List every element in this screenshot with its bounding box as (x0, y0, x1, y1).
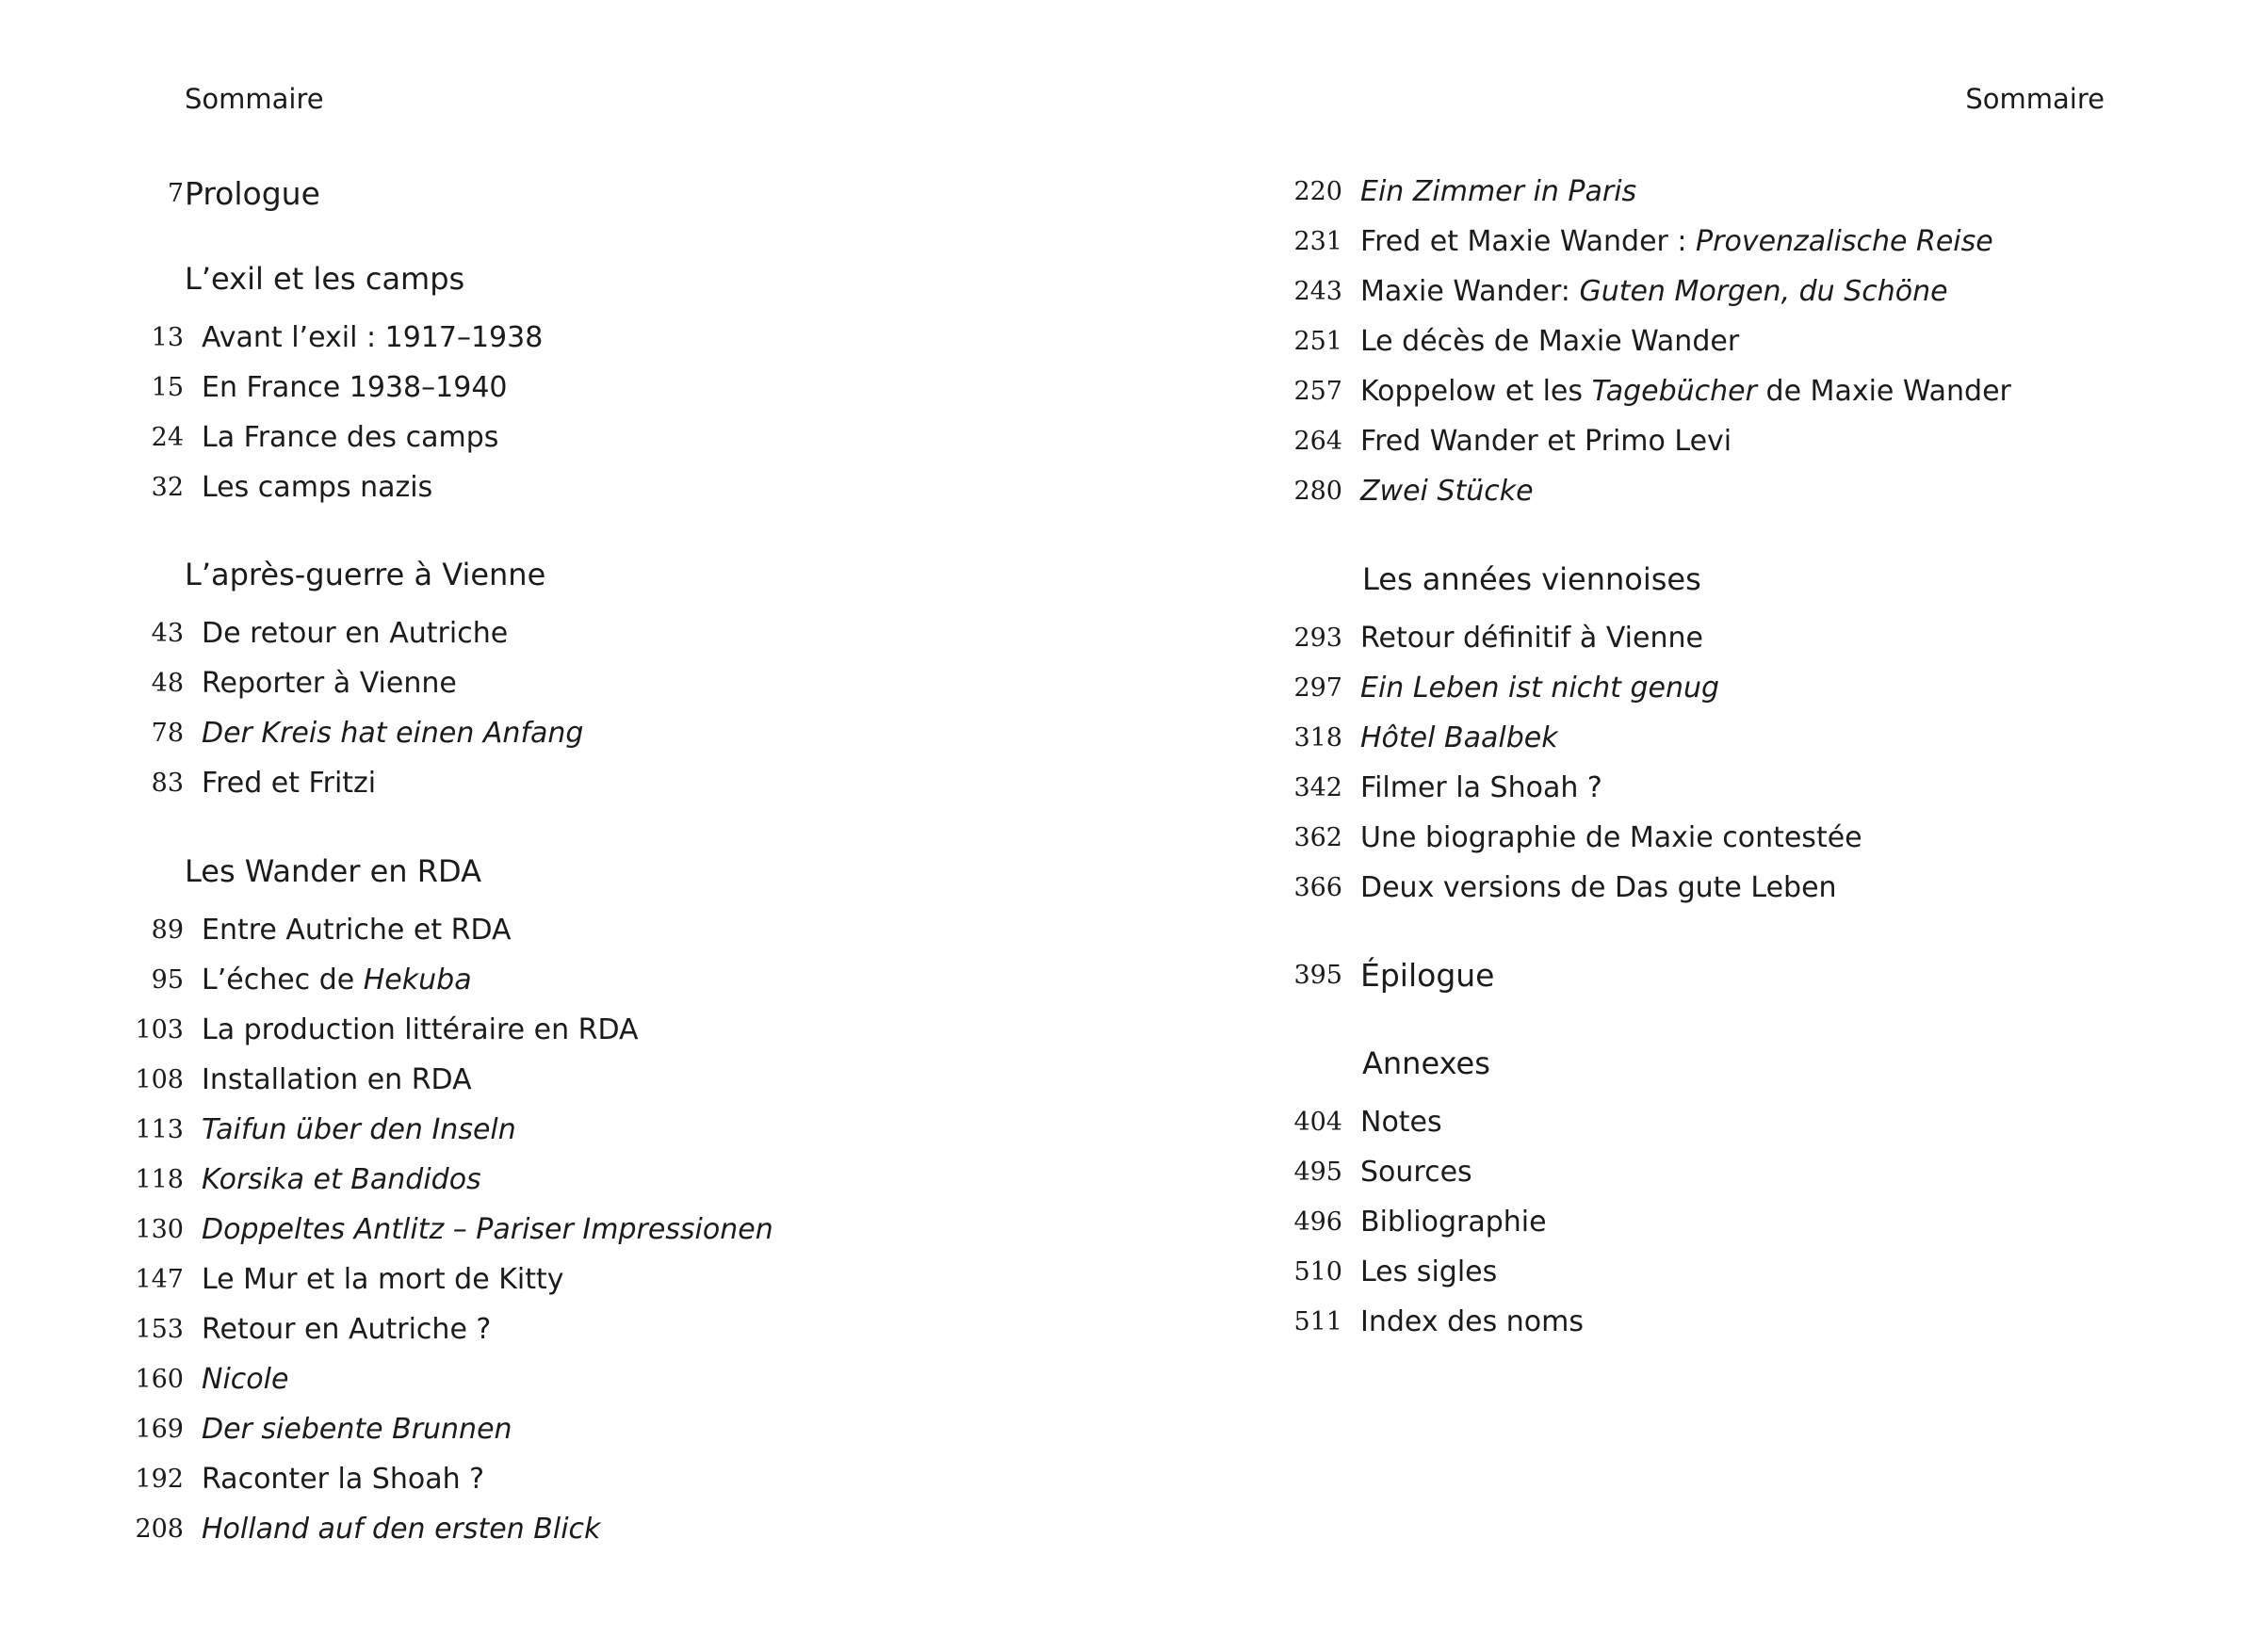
section-title: L’exil et les camps (185, 261, 465, 297)
page-number: 208 (135, 1514, 184, 1544)
entry-title-plain: L’échec de (202, 964, 364, 996)
entry-title: Deux versions de Das gute Leben (1360, 871, 1837, 904)
toc-entry[interactable] (0, 1451, 942, 1508)
page-number: 83 (151, 769, 184, 798)
page-number: 169 (135, 1415, 184, 1444)
section-title: Les Wander en RDA (185, 853, 481, 889)
toc-entry[interactable] (1168, 760, 2110, 817)
toc-entry[interactable] (1168, 810, 2110, 866)
section-title: L’après-guerre à Vienne (185, 557, 546, 592)
entry-title-plain: Koppelow et les (1360, 375, 1592, 408)
entry-title (1360, 214, 1993, 270)
toc-entry[interactable] (1168, 164, 2110, 220)
entry-title: Holland auf den ersten Blick (202, 1513, 601, 1546)
page-header-left: Sommaire (185, 83, 324, 115)
toc-entry[interactable] (1168, 610, 2110, 667)
page-number: 7 (167, 179, 184, 208)
entry-title: Retour définitif à Vienne (1360, 622, 1703, 655)
entry-title: Entre Autriche et RDA (202, 914, 512, 947)
page-number: 153 (135, 1315, 184, 1344)
toc-entry[interactable] (0, 902, 942, 959)
toc-entry[interactable] (0, 952, 942, 1009)
page-number: 147 (135, 1265, 184, 1294)
entry-title: Raconter la Shoah ? (202, 1463, 485, 1496)
toc-entry[interactable] (1168, 264, 2110, 320)
page-number: 24 (151, 423, 184, 452)
page-number: 297 (1293, 673, 1342, 703)
toc-entry[interactable] (1168, 364, 2110, 420)
toc-entry[interactable] (0, 656, 942, 712)
toc-entry[interactable] (0, 1052, 942, 1109)
entry-title: Der siebente Brunnen (202, 1413, 512, 1446)
entry-title: Korsika et Bandidos (202, 1163, 481, 1196)
entry-title (202, 952, 472, 1009)
page-number: 43 (151, 619, 184, 648)
entry-title-italic: Provenzalische Reise (1696, 225, 1993, 258)
toc-entry[interactable] (0, 606, 942, 662)
entry-title: Sources (1360, 1156, 1472, 1189)
page-number: 113 (135, 1115, 184, 1144)
toc-entry[interactable] (0, 755, 942, 812)
toc-entry[interactable] (0, 410, 942, 466)
entry-title: Reporter à Vienne (202, 667, 457, 700)
section-title: Les années viennoises (1362, 561, 1701, 597)
entry-title: Filmer la Shoah ? (1360, 771, 1602, 804)
page-number: 192 (135, 1465, 184, 1494)
page-number: 280 (1293, 477, 1342, 506)
toc-entry[interactable] (1168, 214, 2110, 270)
entry-title-plain: Fred et Maxie Wander : (1360, 225, 1697, 258)
entry-title: Prologue (185, 175, 320, 212)
page-number: 130 (135, 1215, 184, 1244)
toc-entry[interactable] (0, 705, 942, 762)
page-number: 510 (1293, 1257, 1342, 1287)
entry-title: Les sigles (1360, 1255, 1498, 1288)
toc-entry-prologue[interactable] (0, 166, 942, 222)
entry-title: Installation en RDA (202, 1063, 472, 1096)
toc-entry[interactable] (1168, 463, 2110, 520)
entry-title-italic: Guten Morgen, du Schöne (1579, 275, 1948, 308)
toc-entry[interactable] (1168, 1294, 2110, 1351)
toc-entry-epilogue[interactable] (1168, 947, 2110, 1004)
page-number: 89 (151, 915, 184, 945)
toc-entry[interactable] (0, 1401, 942, 1458)
page-number: 78 (151, 719, 184, 748)
page-number: 15 (151, 373, 184, 402)
entry-title: De retour en Autriche (202, 617, 509, 650)
toc-entry[interactable] (1168, 1244, 2110, 1301)
entry-title: Taifun über den Inseln (202, 1113, 516, 1146)
entry-title: Fred et Fritzi (202, 767, 377, 800)
toc-entry[interactable] (1168, 710, 2110, 767)
toc-entry[interactable] (1168, 860, 2110, 916)
page-number: 231 (1293, 227, 1342, 256)
entry-title: Épilogue (1360, 957, 1495, 994)
toc-entry[interactable] (1168, 1194, 2110, 1251)
entry-title-plain: Maxie Wander: (1360, 275, 1580, 308)
toc-entry[interactable] (0, 1002, 942, 1059)
page-number: 103 (135, 1015, 184, 1045)
entry-title: Index des noms (1360, 1305, 1585, 1338)
page-number: 13 (151, 323, 184, 352)
toc-entry[interactable] (1168, 660, 2110, 717)
page-number: 32 (151, 473, 184, 502)
entry-title: Zwei Stücke (1360, 475, 1534, 508)
page-number: 362 (1293, 823, 1342, 852)
entry-title: Notes (1360, 1106, 1442, 1139)
toc-entry[interactable] (0, 1501, 942, 1558)
page-number: 404 (1293, 1108, 1342, 1137)
toc-entry[interactable] (0, 360, 942, 416)
entry-title: La France des camps (202, 421, 499, 454)
page-number: 495 (1293, 1158, 1342, 1187)
page-number: 108 (135, 1065, 184, 1094)
toc-entry[interactable] (1168, 1144, 2110, 1201)
entry-title: Doppeltes Antlitz – Pariser Impressionen (202, 1213, 773, 1246)
toc-entry[interactable] (0, 1102, 942, 1158)
entry-title: Ein Leben ist nicht genug (1360, 672, 1720, 705)
entry-title: Nicole (202, 1363, 289, 1396)
entry-title: Fred Wander et Primo Levi (1360, 425, 1732, 458)
page-number: 342 (1293, 773, 1342, 802)
entry-title: Ein Zimmer in Paris (1360, 175, 1637, 208)
entry-title: La production littéraire en RDA (202, 1013, 639, 1046)
entry-title: Le Mur et la mort de Kitty (202, 1263, 564, 1296)
entry-title: En France 1938–1940 (202, 371, 508, 404)
entry-title: Retour en Autriche ? (202, 1313, 492, 1346)
entry-title: Le décès de Maxie Wander (1360, 325, 1740, 358)
toc-entry[interactable] (1168, 1094, 2110, 1151)
page-number: 496 (1293, 1207, 1342, 1237)
page-number: 251 (1293, 327, 1342, 356)
page-number: 48 (151, 669, 184, 698)
entry-title: Avant l’exil : 1917–1938 (202, 321, 544, 354)
entry-title-italic: Tagebücher (1591, 375, 1757, 408)
page-header-right: Sommaire (1965, 83, 2105, 115)
toc-entry[interactable] (0, 310, 942, 366)
page-number: 160 (135, 1365, 184, 1394)
page-number: 257 (1293, 377, 1342, 406)
page-number: 366 (1293, 873, 1342, 902)
page-number: 395 (1293, 961, 1342, 990)
entry-title: Une biographie de Maxie contestée (1360, 821, 1862, 854)
page-number: 318 (1293, 723, 1342, 753)
entry-title-plain: de Maxie Wander (1756, 375, 2011, 408)
entry-title: Bibliographie (1360, 1206, 1547, 1239)
toc-entry[interactable] (1168, 314, 2110, 370)
entry-title-italic: Hekuba (363, 964, 472, 996)
toc-entry[interactable] (0, 1252, 942, 1308)
entry-title: Hôtel Baalbek (1360, 721, 1558, 754)
page-number: 220 (1293, 177, 1342, 206)
toc-entry[interactable] (0, 1202, 942, 1258)
page-number: 511 (1293, 1307, 1342, 1336)
toc-entry[interactable] (0, 460, 942, 516)
page-number: 95 (151, 965, 184, 995)
page-number: 118 (135, 1165, 184, 1194)
section-title: Annexes (1362, 1045, 1490, 1081)
toc-entry[interactable] (0, 1352, 942, 1408)
entry-title (1360, 364, 2011, 420)
entry-title: Les camps nazis (202, 471, 433, 504)
page-number: 264 (1293, 427, 1342, 456)
toc-entry[interactable] (0, 1302, 942, 1358)
entry-title (1360, 264, 1948, 320)
toc-entry[interactable] (1168, 413, 2110, 470)
entry-title: Der Kreis hat einen Anfang (202, 717, 584, 750)
page-number: 243 (1293, 277, 1342, 306)
page-number: 293 (1293, 624, 1342, 653)
toc-entry[interactable] (0, 1152, 942, 1208)
